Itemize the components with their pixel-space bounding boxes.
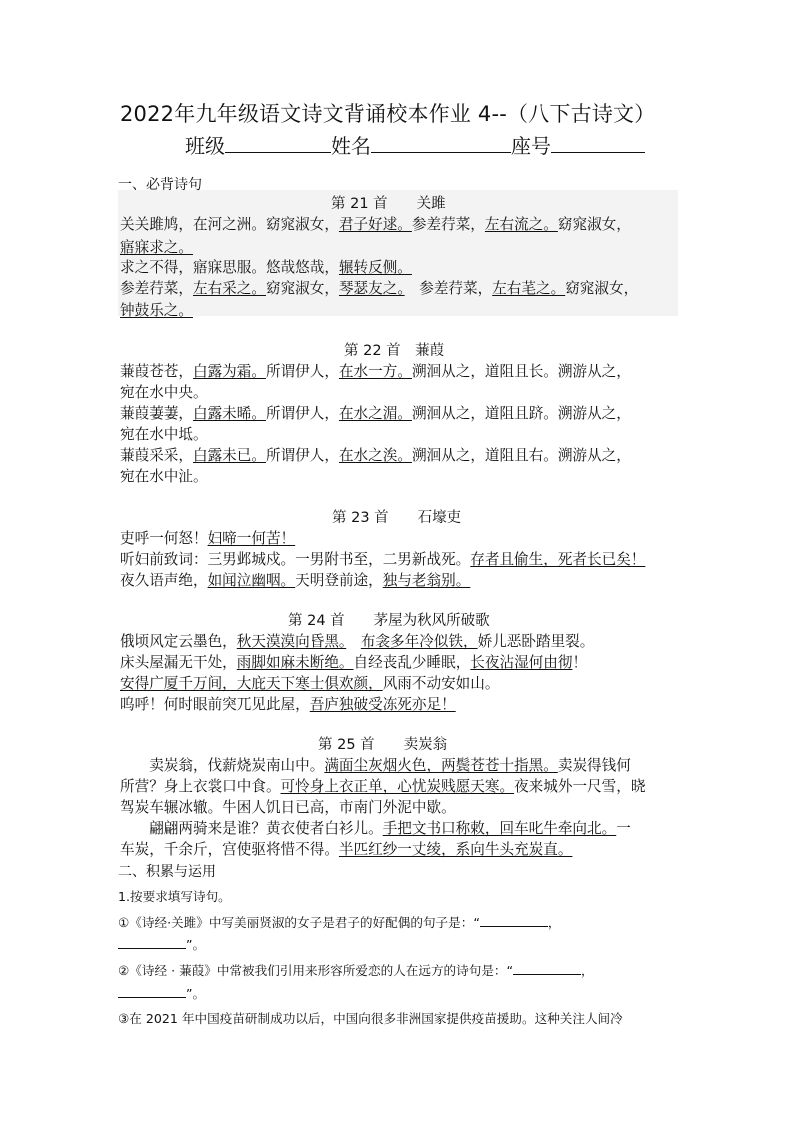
line-text: 参差荇菜， — [404, 280, 493, 297]
underlined-text: 在水之涘。 — [338, 447, 412, 464]
underlined-text: 半匹红纱一丈绫，系向牛头充炭直。 — [338, 841, 573, 858]
poem-line — [120, 693, 456, 714]
line-text: 所营？身上衣裳口中食。 — [120, 778, 281, 795]
line-text: 听妇前致词：三男邺城戍。一男附书至，二男新战死。 — [120, 551, 471, 568]
underlined-text: 存者且偷生，死者长已矣！ — [470, 551, 646, 568]
line-text: 溯洄从之，道阻且右。溯游从之， — [411, 447, 631, 464]
line-text: 溯洄从之，道阻且跻。溯游从之， — [411, 405, 631, 422]
poem-line — [120, 444, 631, 465]
underlined-text: 如闻泣幽咽。 — [207, 572, 296, 589]
question-intro: 1.按要求填写诗句。 — [118, 889, 231, 904]
underlined-text: 秋天漠漠向昏黑。 — [236, 633, 347, 650]
line-text: 吏呼一何怒！ — [120, 530, 208, 547]
line-text: 驾炭车辗冰辙。牛困人饥日已高，市南门外泥中歇。 — [120, 799, 456, 816]
poem-heading: 第 22 首 蒹葭 — [344, 343, 445, 359]
poem-line — [120, 838, 572, 859]
poem-line — [120, 548, 645, 569]
question-1: ①《诗经·关雎》中写美丽贤淑的女子是君子的好配偶的句子是：“ ， — [118, 915, 561, 930]
line-text: 夜来城外一尺雪，晓 — [514, 778, 646, 795]
underlined-text: 寤寐求之。 — [120, 239, 193, 256]
poem-line — [120, 796, 456, 817]
seat-blank[interactable] — [551, 134, 645, 153]
line-text: 溯洄从之，道阻且长。溯游从之， — [411, 363, 631, 380]
line-text: 所谓伊人， — [265, 363, 339, 380]
line-text: 参差荇菜， — [411, 216, 485, 233]
question-3: ③在 2021 年中国疫苗研制成功以后，中国向很多非洲国家提供疫苗援助。这种关注人间冷 — [118, 1011, 623, 1026]
underlined-text: 安得广厦千万间，大庇天下寒士俱欢颜， — [120, 675, 383, 692]
name-label: 姓名 — [331, 134, 371, 158]
poem-line — [120, 213, 631, 234]
question-1-cont: ”。 — [118, 934, 205, 953]
underlined-text: 满面尘灰烟火色，两鬓苍苍十指黑。 — [324, 757, 558, 774]
answer-blank[interactable] — [513, 962, 581, 975]
underlined-text: 独与老翁别。 — [382, 572, 471, 589]
underlined-text: 雨脚如麻未断绝。 — [236, 654, 354, 671]
underlined-text: 手把文书口称敕，回车叱牛牵向北。 — [382, 820, 617, 837]
underlined-text: 琴瑟友之。 — [338, 280, 405, 297]
line-text: 车炭，千余斤，宫使驱将惜不得。 — [120, 841, 339, 858]
poem-line — [120, 465, 208, 486]
underlined-text: 左右芼之。 — [492, 280, 566, 297]
line-text: 夜久语声绝， — [120, 572, 208, 589]
section-heading-2: 二、积累与运用 — [118, 864, 216, 880]
underlined-text: 妇啼一何苦！ — [207, 530, 296, 547]
poem-heading: 第 24 首 茅屋为秋风所破歌 — [288, 613, 490, 629]
line-text: 自经丧乱少睡眠， — [353, 654, 471, 671]
poem-heading: 第 21 首 关雎 — [331, 196, 446, 212]
poem-line — [120, 754, 631, 775]
underlined-text: 可怜身上衣正单，心忧炭贱愿天寒。 — [280, 778, 515, 795]
underlined-text: 左右流之。 — [484, 216, 558, 233]
class-blank[interactable] — [225, 134, 331, 153]
poem-heading: 第 25 首 卖炭翁 — [318, 737, 448, 753]
line-text: 窈窕淑女， — [557, 216, 631, 233]
line-text: 天明登前途， — [295, 572, 383, 589]
poem-line — [120, 817, 631, 838]
poem-line — [120, 672, 499, 693]
underlined-text: 左右采之。 — [192, 280, 266, 297]
poem-heading: 第 23 首 石壕吏 — [332, 510, 462, 526]
poem-line — [120, 402, 631, 423]
question-2: ②《诗经 · 蒹葭》中常被我们引用来形容所爱恋的人在远方的诗句是：“ ， — [118, 963, 594, 978]
line-text: 呜呼！何时眼前突兀见此屋， — [120, 696, 310, 713]
line-text: 参差荇菜， — [120, 280, 193, 297]
poem-line — [120, 775, 645, 796]
poem-line — [120, 569, 470, 590]
underlined-text: 白露未已。 — [192, 447, 266, 464]
poem-line — [120, 630, 594, 651]
poem-line — [120, 277, 638, 298]
underlined-text: 钟鼓乐之。 — [120, 302, 193, 319]
line-text: 娇儿恶卧踏里裂。 — [477, 633, 595, 650]
line-text — [346, 633, 361, 650]
underlined-text: 吾庐独破受冻死亦足！ — [309, 696, 456, 713]
line-text: 所谓伊人， — [265, 447, 339, 464]
line-text: 窈窕淑女， — [265, 280, 339, 297]
line-text: 关关雎鸠，在河之洲。窈窕淑女， — [120, 216, 339, 233]
underlined-text: 白露未晞。 — [192, 405, 266, 422]
underlined-text: 在水一方。 — [338, 363, 412, 380]
line-text: 蒹葭采采， — [120, 447, 193, 464]
seat-label: 座号 — [511, 134, 551, 158]
line-text: 所谓伊人， — [265, 405, 339, 422]
line-text: 卖炭得钱何 — [557, 757, 631, 774]
underlined-text: 君子好逑。 — [338, 216, 412, 233]
line-text: 宛在水中坻。 — [120, 426, 208, 443]
poem-line — [120, 360, 631, 381]
answer-blank[interactable] — [480, 914, 548, 927]
poem-line — [120, 381, 208, 402]
poem-line — [120, 651, 587, 672]
answer-blank[interactable] — [118, 985, 186, 998]
student-info-line — [185, 130, 645, 159]
line-text: 俄顷风定云墨色， — [120, 633, 237, 650]
poem-line — [120, 527, 295, 548]
line-text: ！ — [572, 654, 588, 671]
line-text: 宛在水中沚。 — [120, 468, 208, 485]
class-label: 班级 — [185, 134, 225, 158]
poem-line — [120, 423, 208, 444]
underlined-text: 在水之湄。 — [338, 405, 412, 422]
line-text: 宛在水中央。 — [120, 384, 208, 401]
line-text: 蒹葭苍苍， — [120, 363, 193, 380]
poem-line — [120, 299, 193, 320]
line-text: 一 — [616, 820, 631, 837]
line-text: 求之不得，寤寐思服。悠哉悠哉， — [120, 259, 339, 276]
name-blank[interactable] — [371, 134, 511, 153]
question-2-cont: ”。 — [118, 983, 205, 1002]
line-text: 蒹葭萋萋， — [120, 405, 193, 422]
poem-line — [120, 236, 193, 257]
line-text: 窈窕淑女， — [565, 280, 639, 297]
line-text: 翩翩两骑来是谁？黄衣使者白衫儿。 — [120, 820, 383, 837]
underlined-text: 长夜沾湿何由彻 — [470, 654, 573, 671]
underlined-text: 白露为霜。 — [192, 363, 266, 380]
poem-line — [120, 256, 412, 277]
underlined-text: 布衾多年冷似铁， — [360, 633, 478, 650]
section-heading-1: 一、必背诗句 — [118, 177, 202, 193]
answer-blank[interactable] — [118, 936, 186, 949]
line-text: 风雨不动安如山。 — [382, 675, 500, 692]
line-text: 床头屋漏无干处， — [120, 654, 237, 671]
underlined-text: 辗转反侧。 — [338, 259, 412, 276]
line-text: 卖炭翁，伐薪烧炭南山中。 — [120, 757, 325, 774]
page-title: 2022年九年级语文诗文背诵校本作业 4--（八下古诗文） — [120, 102, 656, 126]
